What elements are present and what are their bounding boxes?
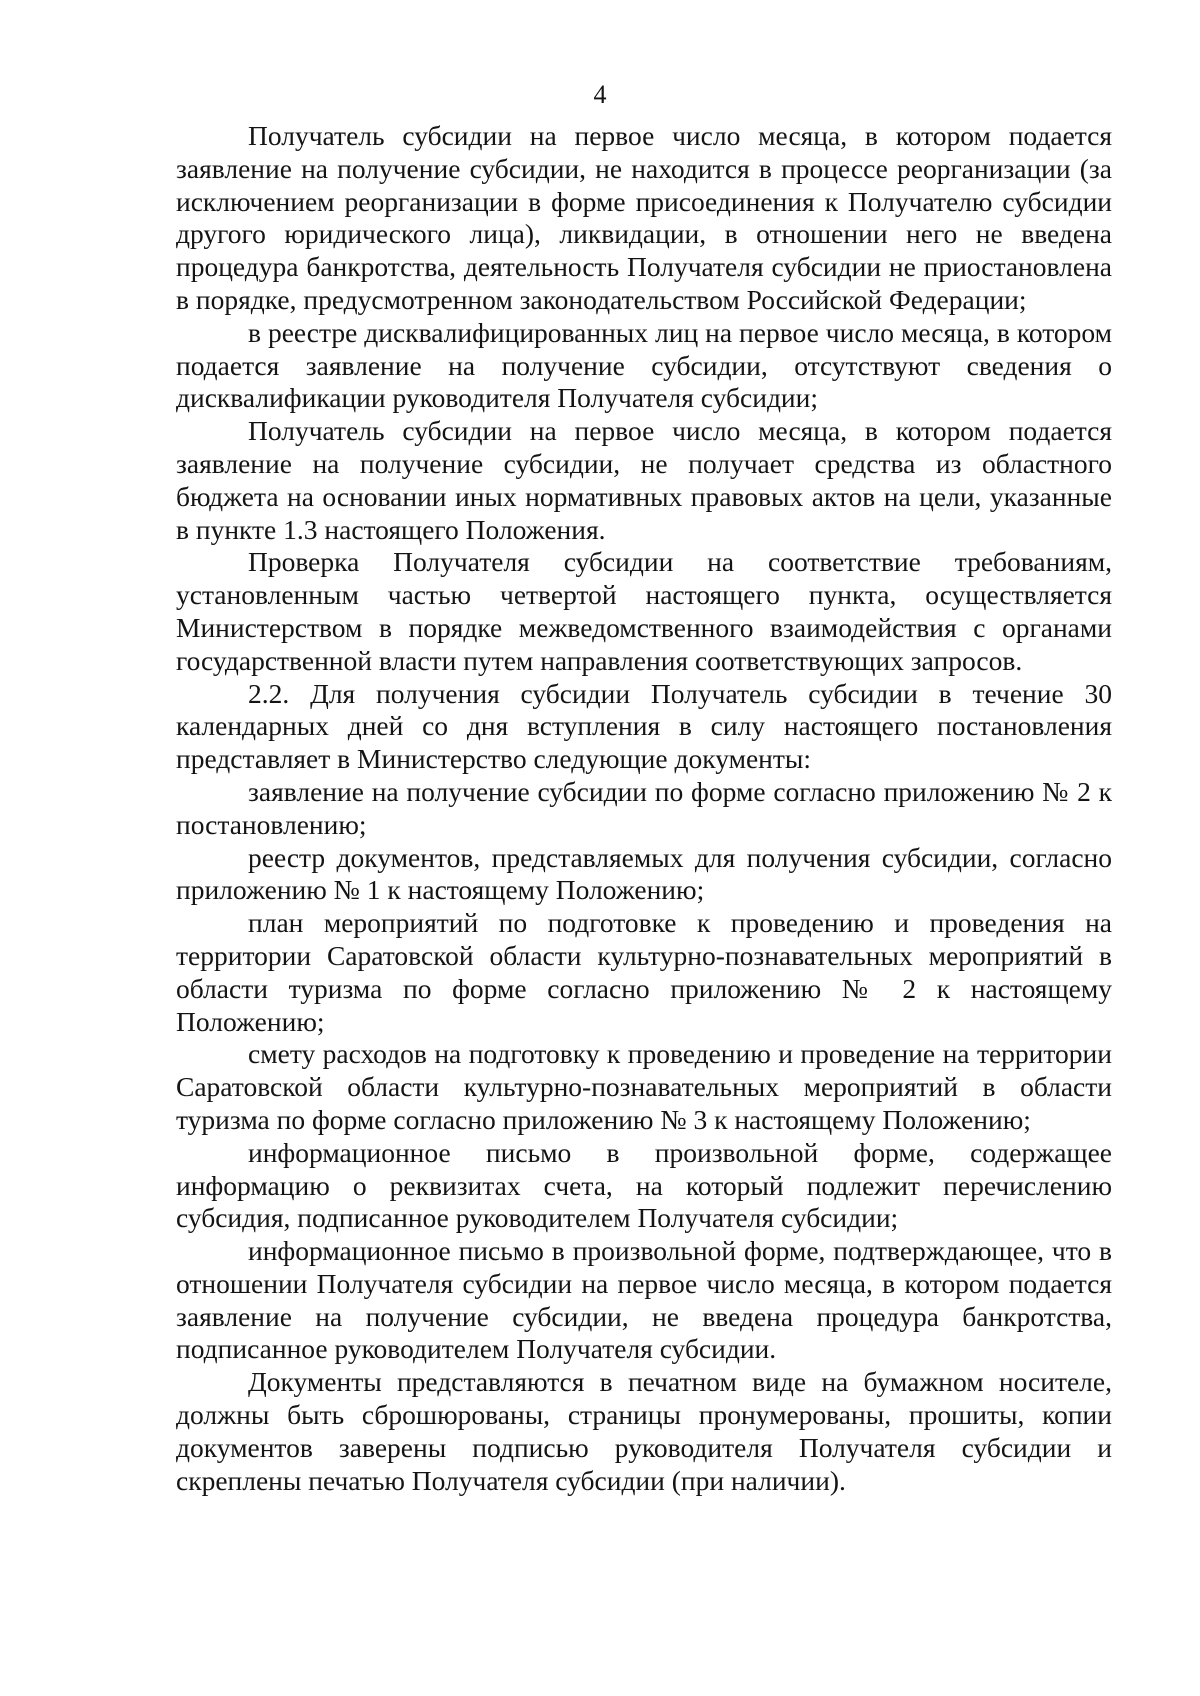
document-body xyxy=(176,120,1112,1497)
paragraph-document-requirements: Документы представляются в печатном виде на бумажном носителе, должны быть сброшюрованы, страницы пронумерованы, прошиты, копии документов заверены подписью руководителя Получателя субсидии и скреплены печатью Получателя субсидии (при наличии). xyxy=(176,1366,1112,1496)
paragraph-recipient-not-reorganizing: Получатель субсидии на первое число месяца, в котором подается заявление на получение субсидии, не находится в процессе реорганизации (за исключением реорганизации в форме присоединения к Получателю субсидии другого юридического лица), ликвидации, в отношении него не введена процедура банкротства, деятельность Получателя субсидии не приостановлена в порядке, предусмотренном законодательством Российской Федерации; xyxy=(176,120,1112,315)
paragraph-disqualified-registry: в реестре дисквалифицированных лиц на первое число месяца, в котором подается заявление на получение субсидии, отсутствуют сведения о дисквалификации руководителя Получателя субсидии; xyxy=(176,316,1112,414)
list-item-document-registry: реестр документов, представляемых для получения субсидии, согласно приложению № 1 к настоящему Положению; xyxy=(176,841,1112,906)
page-number: 4 xyxy=(593,80,607,109)
paragraph-no-other-budget-funds: Получатель субсидии на первое число месяца, в котором подается заявление на получение субсидии, не получает средства из областного бюджета на основании иных нормативных правовых актов на цели, указанные в пункте 1.3 настоящего Положения. xyxy=(176,415,1112,545)
list-item-cost-estimate: смету расходов на подготовку к проведению и проведение на территории Саратовской области культурно-познавательных мероприятий в области туризма по форме согласно приложению № 3 к настоящему Положению; xyxy=(176,1038,1112,1135)
list-item-event-plan: план мероприятий по подготовке к проведению и проведения на территории Саратовской области культурно-познавательных мероприятий в области туризма по форме согласно приложению № 2 к настоящему Положению; xyxy=(176,907,1112,1037)
paragraph-clause-2-2: 2.2. Для получения субсидии Получатель субсидии в течение 30 календарных дней со дня вступления в силу настоящего постановления представляет в Министерство следующие документы: xyxy=(176,677,1112,775)
paragraph-ministry-verification: Проверка Получателя субсидии на соответствие требованиям, установленным частью четвертой настоящего пункта, осуществляется Министерством в порядке межведомственного взаимодействия с органами государственной власти путем направления соответствующих запросов. xyxy=(176,546,1112,676)
list-item-application: заявление на получение субсидии по форме согласно приложению № 2 к постановлению; xyxy=(176,775,1112,840)
list-item-no-bankruptcy-letter: информационное письмо в произвольной форме, подтверждающее, что в отношении Получателя субсидии на первое число месяца, в котором подается заявление на получение субсидии, не введена процедура банкротства, подписанное руководителем Получателя субсидии. xyxy=(176,1235,1112,1365)
list-item-bank-details-letter: информационное письмо в произвольной форме, содержащее информацию о реквизитах счета, на который подлежит перечислению субсидия, подписанное руководителем Получателя субсидии; xyxy=(176,1136,1112,1234)
